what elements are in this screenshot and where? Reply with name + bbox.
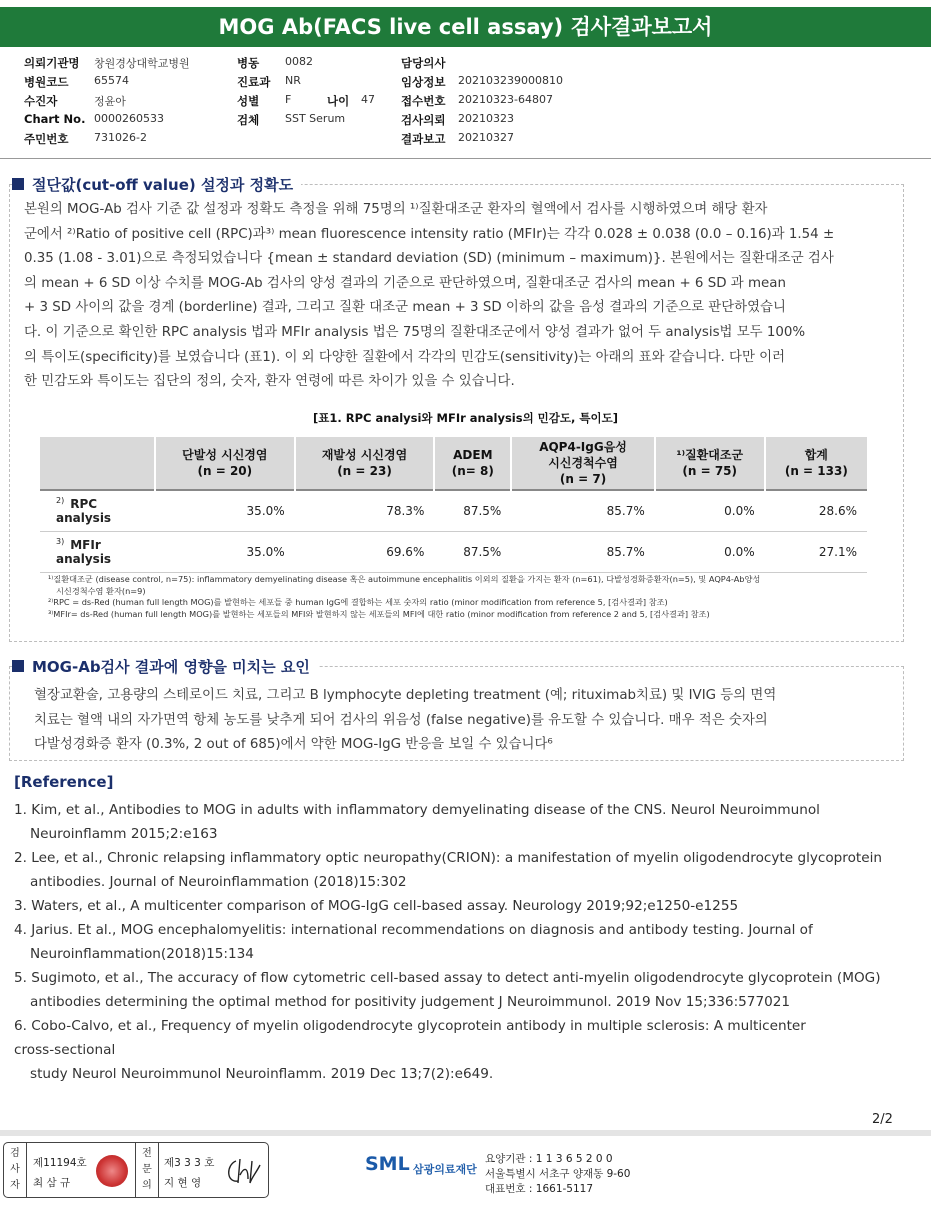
bullet-square-icon xyxy=(12,178,24,190)
stamp-col-label xyxy=(6,1146,24,1194)
sex-value: F xyxy=(285,93,292,106)
table-cell: 85.7% xyxy=(511,490,654,531)
stamp-char: 검 xyxy=(10,1148,20,1159)
ref-line: cross-sectional xyxy=(14,1042,116,1058)
table-cell: 69.6% xyxy=(295,531,435,572)
stamp-name-1: 최 삼 규 xyxy=(33,1177,71,1189)
signature-stamp xyxy=(3,1142,269,1198)
patient-label: 수진자 xyxy=(24,94,58,108)
para-line: 의 특이도(specificity)를 보였습니다 (표1). 이 외 다양한 질환에서 각각의 민감도(sensitivity)는 아래의 표와 같습니다. 다만 이러 xyxy=(24,349,786,365)
footnote-mark: 3) xyxy=(56,537,65,546)
stamp-name-2: 지 현 영 xyxy=(164,1177,202,1189)
reference-list xyxy=(14,798,904,1086)
para-line: 혈장교환술, 고용량의 스테로이드 치료, 그리고 B lymphocyte depleting treatment (예; rituximab치료) 및 IVIG 등의 면역 xyxy=(34,688,777,703)
address-line: 대표번호 : 1661-5117 xyxy=(485,1183,594,1195)
table-header-row xyxy=(40,437,867,490)
row-label: MFIr analysis xyxy=(56,538,112,566)
footnote: ²⁾RPC = ds-Red (human full length MOG)를 발현하는 세포들 중 human IgG에 결합하는 세포 숫자의 ratio (minor modification from reference 5, [검사결과] 참조) xyxy=(48,597,668,607)
header-line: AQP4-IgG음성 xyxy=(539,440,627,454)
footnote: ³⁾MFIr= ds-Red (human full length MOG)를 발현하는 세포들의 MFI와 발현하지 않는 세포들의 MFI에 대한 ratio (minor modification from reference 2 and 5, [검사결과] 참조) xyxy=(48,608,710,619)
header-line: ADEM xyxy=(453,448,493,462)
table-cell: 35.0% xyxy=(155,531,295,572)
section1-paragraph xyxy=(24,198,904,395)
header-line: ¹⁾질환대조군 xyxy=(676,448,744,462)
footnote: ¹⁾질환대조군 (disease control, n=75): inflammatory demyelinating disease 혹은 autoimmune encephalitis 이외의 질환을 가지는 환자 (n=61), 다발성경화증환자(n=5), 및 AQP4-Ab양성 xyxy=(48,574,761,584)
header-line: (n = 20) xyxy=(197,464,253,478)
hospital-value: 창원경상대학교병원 xyxy=(94,57,190,70)
ref-line: 3. Waters, et al., A multicenter comparison of MOG-IgG cell-based assay. Neurology 2019;92;e1250-e1255 xyxy=(14,898,739,914)
para-line: 다발성경화증 환자 (0.3%, 2 out of 685)에서 약한 MOG-IgG 반응을 보일 수 있습니다⁶ xyxy=(34,737,553,753)
clinical-value: 202103239000810 xyxy=(458,74,563,87)
table-cell: 28.6% xyxy=(765,490,867,531)
dept-value: NR xyxy=(285,74,301,87)
receipt-value: 20210323-64807 xyxy=(458,93,553,106)
ref-line: 4. Jarius. Et al., MOG encephalomyelitis: international recommendations on diagnosis and antibody testing. Journal of xyxy=(14,922,813,938)
ward-value: 0082 xyxy=(285,55,313,68)
table-row xyxy=(40,531,867,572)
ref-line: 6. Cobo-Calvo, et al., Frequency of myelin oligodendrocyte glycoprotein antibody in multiple sclerosis: A multicenter xyxy=(14,1018,806,1034)
table-cell: 27.1% xyxy=(765,531,867,572)
chart-value: 0000260533 xyxy=(94,112,164,125)
table-header-blank xyxy=(40,437,155,490)
para-line: 치료는 혈액 내의 자가면역 항체 농도를 낮추게 되어 검사의 위음성 (false negative)를 유도할 수 있습니다. 매우 적은 숫자의 xyxy=(34,712,768,728)
row-header xyxy=(40,531,155,572)
section2-paragraph xyxy=(34,684,894,758)
section2-heading xyxy=(12,656,318,677)
sex-label: 성별 xyxy=(237,94,260,108)
row-label: RPC analysis xyxy=(56,497,112,526)
reference-heading: [Reference] xyxy=(14,773,114,791)
report-value: 20210327 xyxy=(458,131,514,144)
receipt-label: 접수번호 xyxy=(401,94,446,108)
ref-line: Neuroinflammation(2018)15:134 xyxy=(30,946,254,962)
para-line: 의 mean + 6 SD 이상 수치를 MOG-Ab 검사의 양성 결과의 기준으로 판단하였으며, 질환대조군 검사의 mean + 6 SD 과 mean xyxy=(24,275,786,291)
report-title: MOG Ab(FACS live cell assay) 검사결과보고서 xyxy=(0,7,931,47)
section1-heading xyxy=(12,174,301,195)
table-header xyxy=(434,437,511,490)
table-cell: 87.5% xyxy=(434,531,511,572)
dept-label: 진료과 xyxy=(237,75,271,89)
divider xyxy=(0,158,931,159)
patient-value: 정윤아 xyxy=(94,95,126,108)
chart-label: Chart No. xyxy=(24,112,86,126)
row-header xyxy=(40,490,155,531)
reference-item xyxy=(14,1014,904,1086)
address-line: 요양기관 : 1 1 3 6 5 2 0 0 xyxy=(485,1153,613,1165)
para-line: 본원의 MOG-Ab 검사 기준 값 설정과 정확도 측정을 위해 75명의 ¹⁾질환대조군 환자의 혈액에서 검사를 시행하였으며 해당 환자 xyxy=(24,202,768,217)
table-cell: 35.0% xyxy=(155,490,295,531)
ref-line: 1. Kim, et al., Antibodies to MOG in adults with inflammatory demyelinating disease of the CNS. Neurol Neuroimmunol xyxy=(14,802,820,818)
table-cell: 78.3% xyxy=(295,490,435,531)
stamp-char: 자 xyxy=(10,1180,20,1191)
report-label: 결과보고 xyxy=(401,132,446,146)
results-table xyxy=(40,437,867,573)
reference-item xyxy=(14,966,904,1014)
footnote: 시신경척수염 환자(n=9) xyxy=(56,585,146,596)
table-header xyxy=(765,437,867,490)
specimen-label: 검체 xyxy=(237,113,260,127)
stamp-divider xyxy=(158,1143,159,1197)
ref-line: study Neurol Neuroimmunol Neuroinflamm. 2019 Dec 13;7(2):e649. xyxy=(30,1066,494,1082)
section1-heading-text: 절단값(cut-off value) 설정과 정확도 xyxy=(32,176,294,194)
seal-icon xyxy=(96,1155,128,1187)
stamp-char: 전 xyxy=(142,1148,152,1159)
para-line: + 3 SD 사이의 값을 경계 (borderline) 결과, 그리고 질환 대조군 mean + 3 SD 이하의 값을 음성 결과의 기준으로 판단하였습니 xyxy=(24,300,786,316)
ref-line: 2. Lee, et al., Chronic relapsing inflammatory optic neuropathy(CRION): a manifestation of myelin oligodendrocyte glycoprotein xyxy=(14,850,883,866)
para-line: 0.35 (1.08 - 3.01)으로 측정되었습니다 {mean ± standard deviation (SD) (minimum – maximum)}. 본원에서는 질환대조군 검사 xyxy=(24,251,834,267)
reference-item xyxy=(14,846,904,894)
table-cell: 87.5% xyxy=(434,490,511,531)
header-line: (n = 133) xyxy=(784,464,848,478)
stamp-divider xyxy=(135,1143,136,1197)
table-cell: 85.7% xyxy=(511,531,654,572)
table-caption: [표1. RPC analysi와 MFIr analysis의 민감도, 특이도] xyxy=(313,411,618,425)
stamp-col-label xyxy=(138,1146,156,1194)
ref-line: 5. Sugimoto, et al., The accuracy of flow cytometric cell-based assay to detect anti-myelin oligodendrocyte glycoprotein (MOG) xyxy=(14,970,881,986)
table-cell: 0.0% xyxy=(655,490,765,531)
table-header xyxy=(295,437,435,490)
header-line: (n= 8) xyxy=(451,464,494,478)
section2-heading-text: MOG-Ab검사 결과에 영향을 미치는 요인 xyxy=(32,658,310,676)
specimen-value: SST Serum xyxy=(285,112,346,125)
page-number: 2/2 xyxy=(872,1112,893,1127)
table-header xyxy=(155,437,295,490)
address-line: 서울특별시 서초구 양재동 9-60 xyxy=(485,1168,631,1180)
footnote-mark: 2) xyxy=(56,496,65,506)
ref-line: antibodies determining the optimal method for positivity judgement J Neuroimmunol. 2019 Nov 15;336:577021 xyxy=(30,994,791,1010)
request-value: 20210323 xyxy=(458,112,514,125)
stamp-char: 문 xyxy=(142,1164,152,1175)
bullet-square-icon xyxy=(12,660,24,672)
ref-line: antibodies. Journal of Neuroinflammation (2018)15:302 xyxy=(30,874,407,890)
age-label: 나이 xyxy=(327,94,350,108)
table-row xyxy=(40,490,867,531)
header-line: 단발성 시신경염 xyxy=(182,448,268,462)
para-line: 한 민감도와 특이도는 집단의 정의, 숫자, 환자 연령에 따른 차이가 있을 수 있습니다. xyxy=(24,374,515,390)
stamp-divider xyxy=(26,1143,27,1197)
logo-mark: SML xyxy=(365,1153,410,1175)
hospital-label: 의뢰기관명 xyxy=(24,56,80,70)
table-cell: 0.0% xyxy=(655,531,765,572)
company-address xyxy=(485,1152,630,1197)
code-value: 65574 xyxy=(94,74,129,87)
reference-item xyxy=(14,894,904,918)
logo-name: 삼광의료재단 xyxy=(413,1163,477,1176)
company-logo xyxy=(365,1153,477,1176)
header-line: (n = 75) xyxy=(682,464,738,478)
id-value: 731026-2 xyxy=(94,131,147,144)
header-line: (n = 7) xyxy=(559,472,607,486)
header-line: 합계 xyxy=(804,448,828,462)
age-value: 47 xyxy=(361,93,375,106)
ward-label: 병동 xyxy=(237,56,260,70)
header-line: 시신경척수염 xyxy=(548,456,618,470)
signature-icon xyxy=(222,1153,262,1189)
para-line: 다. 이 기준으로 확인한 RPC analysis 법과 MFIr analysis 법은 75명의 질환대조군에서 양성 결과가 없어 두 analysis법 모두 100% xyxy=(24,324,806,340)
stamp-license-2: 제3 3 3 호 xyxy=(164,1157,215,1169)
stamp-char: 사 xyxy=(10,1164,20,1175)
para-line: 군에서 ²⁾Ratio of positive cell (RPC)과³⁾ mean fluorescence intensity ratio (MFIr)는 각각 0.028 ± 0.038 (0.0 – 0.16)과 1.54 ± xyxy=(24,226,835,242)
stamp-char: 의 xyxy=(142,1180,152,1191)
patient-info xyxy=(24,55,904,150)
table-footnotes xyxy=(48,574,888,620)
header-line: 재발성 시신경염 xyxy=(321,448,408,462)
table-header xyxy=(655,437,765,490)
request-label: 검사의뢰 xyxy=(401,113,446,127)
reference-item xyxy=(14,798,904,846)
table-header xyxy=(511,437,654,490)
ref-line: Neuroinflamm 2015;2:e163 xyxy=(30,826,218,842)
stamp-license-1: 제11194호 xyxy=(33,1157,87,1169)
reference-item xyxy=(14,918,904,966)
header-line: (n = 23) xyxy=(337,464,392,478)
id-label: 주민번호 xyxy=(24,132,69,146)
doctor-label: 담당의사 xyxy=(401,56,446,70)
code-label: 병원코드 xyxy=(24,75,69,89)
clinical-label: 임상정보 xyxy=(401,75,446,89)
